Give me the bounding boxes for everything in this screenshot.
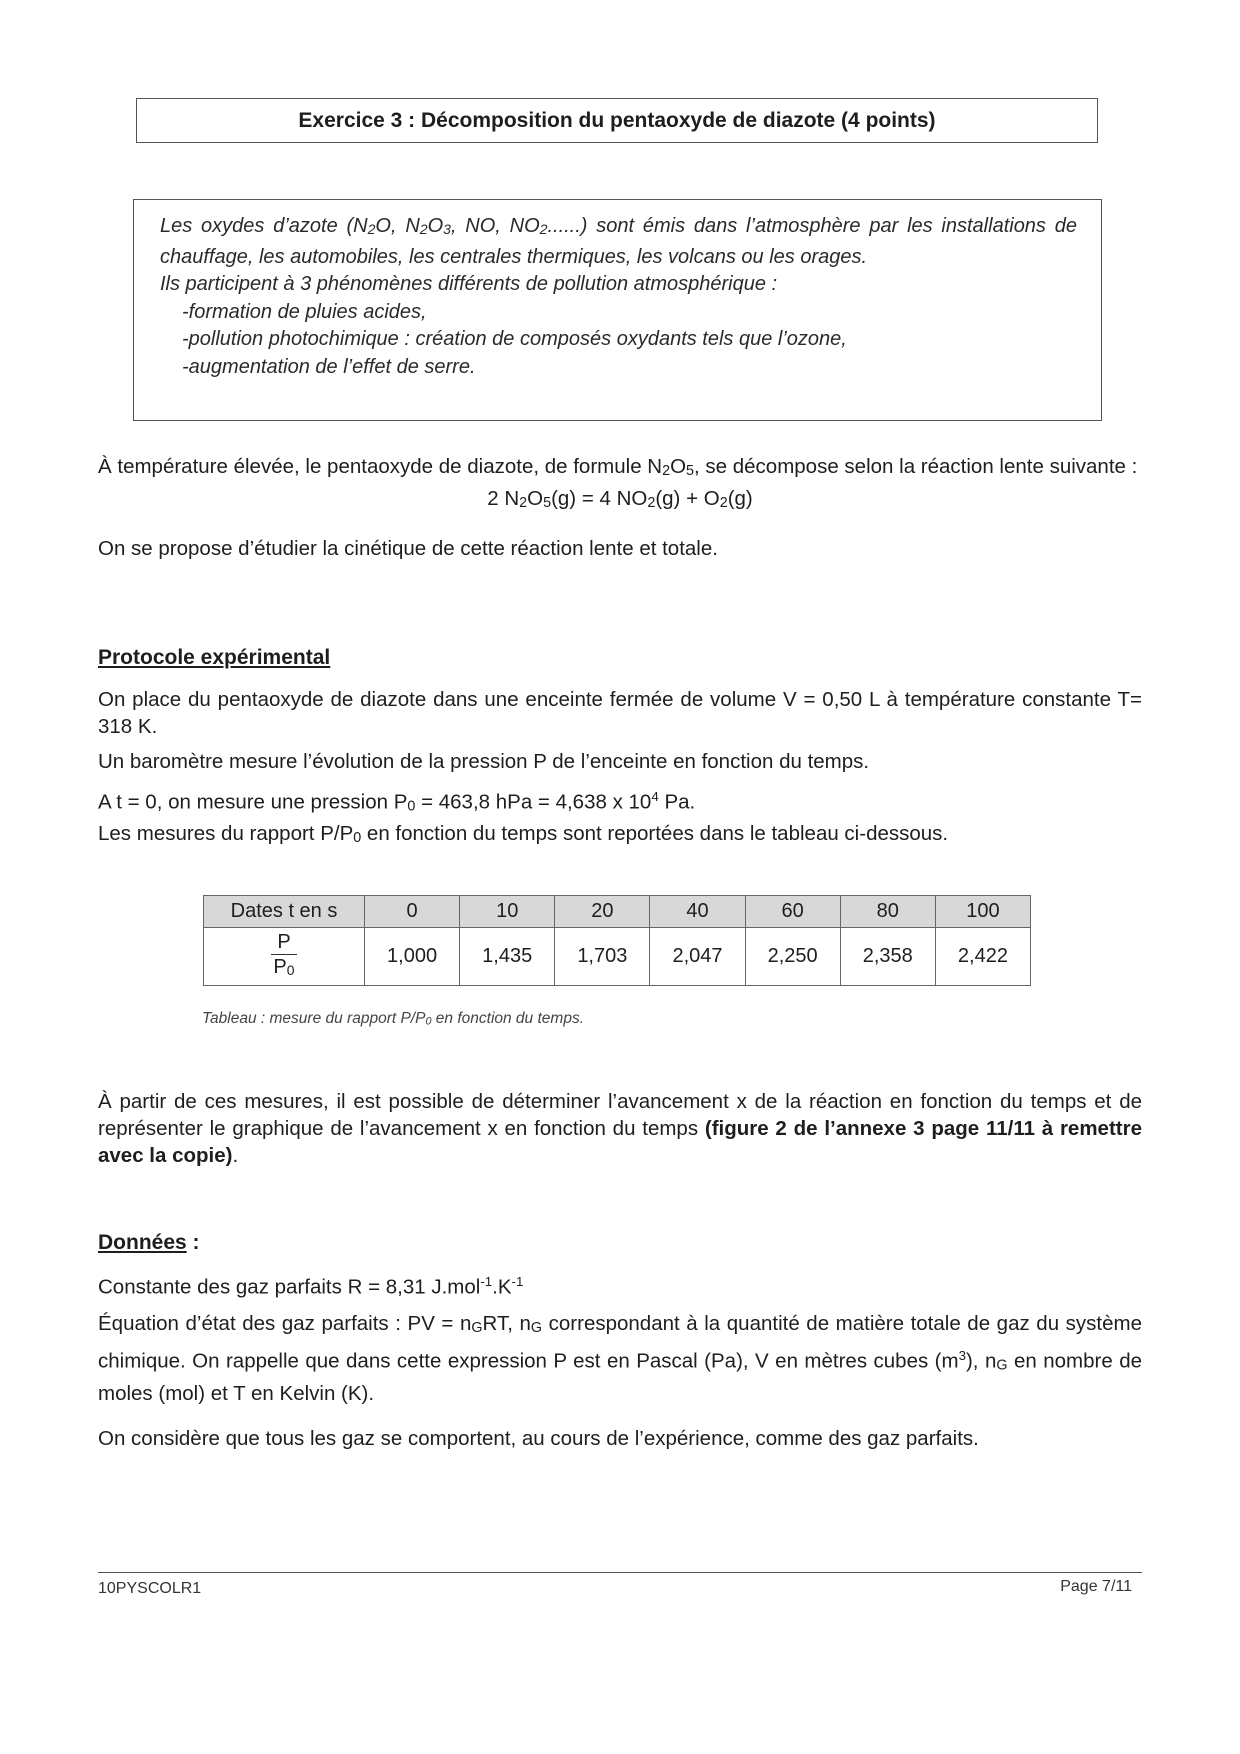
protocol-p4: Les mesures du rapport P/P0 en fonction du temps sont reportées dans le tableau ci-dessous. <box>98 822 949 847</box>
gas-constant: Constante des gaz parfaits R = 8,31 $J.mol^{-1}.K^{-1}$ <box>98 1274 524 1299</box>
donnees-heading-wrap: Données : <box>98 1231 200 1254</box>
footer-code: 10PYSCOLR1 <box>98 1580 202 1597</box>
table-time-cell: 10 <box>460 896 555 928</box>
table-time-cell: 40 <box>650 896 745 928</box>
intro-box <box>133 199 1102 421</box>
table-header-label: Dates t en s <box>204 896 365 928</box>
donnees-section <box>98 1268 1142 1452</box>
table-value-cell: 2,358 <box>840 928 935 986</box>
ideal-gas-assumption: On considère que tous les gaz se comportent, au cours de l’expérience, comme des gaz parfaits. <box>98 1426 979 1450</box>
intro-item: -augmentation de l’effet de serre. <box>182 355 476 378</box>
footer-page-number: Page 7/11 <box>1060 1578 1132 1595</box>
reaction-text: À température élevée, le pentaoxyde de diazote, de formule N2O5, se décompose selon la réaction lente suivante : <box>98 455 1138 480</box>
protocol-p1: On place du pentaoxyde de diazote dans une enceinte fermée de volume V = 0,50 L à température constante T= 318 K. <box>98 688 1142 738</box>
table-value-cell: 2,047 <box>650 928 745 986</box>
protocol-p2: Un baromètre mesure l’évolution de la pression P de l’enceinte en fonction du temps. <box>98 750 870 773</box>
table-time-cell: 60 <box>745 896 840 928</box>
reaction-section <box>98 453 1142 562</box>
table-value-cell: 1,435 <box>460 928 555 986</box>
intro-item: -formation de pluies acides, <box>182 300 427 323</box>
exercise-title: Exercice 3 : Décomposition du pentaoxyde de diazote (4 points) <box>136 98 1098 143</box>
avancement-text: À partir de ces mesures, il est possible de déterminer l’avancement x de la réaction en fonction du temps et de représenter le graphique de l’avancement x en fonction du temps (figure 2 de l’annexe 3 page 11/11 à remettre avec la copie). <box>98 1090 1142 1167</box>
protocol-p3: A t = 0, on mesure une pression P0 = 463,8 hPa = 4,638 x $10^4$ Pa. <box>98 789 696 815</box>
table-value-cell: 2,250 <box>745 928 840 986</box>
table-value-row <box>204 928 1031 986</box>
ideal-gas-equation: Équation d’état des gaz parfaits : PV = nGRT, nG correspondant à la quantité de matière totale de gaz du système chimique. On rappelle que dans cette expression P est en Pascal (Pa), V en mètres cubes $(m^3)$, nG en nombre de moles (mol) et T en Kelvin (K). <box>98 1312 1142 1405</box>
intro-phenomena: Ils participent à 3 phénomènes différents de pollution atmosphérique : <box>160 273 778 296</box>
protocol-heading: Protocole expérimental <box>98 646 331 669</box>
table-value-cell: 1,000 <box>365 928 460 986</box>
intro-item: -pollution photochimique : création de composés oxydants tels que l’ozone, <box>182 328 847 351</box>
table-time-cell: 100 <box>935 896 1030 928</box>
table-value-cell: 1,703 <box>555 928 650 986</box>
study-text: On se propose d’étudier la cinétique de cette réaction lente et totale. <box>98 537 718 561</box>
table-header-row <box>204 896 1031 928</box>
table-caption: Tableau : mesure du rapport P/P0 en fonction du temps. <box>202 1010 584 1028</box>
avancement-paragraph <box>98 1088 1142 1169</box>
table-value-cell: 2,422 <box>935 928 1030 986</box>
reaction-equation: 2 N2O5(g) = 4 NO2(g) + O2(g) <box>487 487 753 512</box>
ratio-label: $\frac{P}{P0}$ <box>204 928 365 986</box>
table-time-cell: 0 <box>365 896 460 928</box>
intro-paragraph: Les oxydes d’azote (N2O, N2O3, NO, NO2......) sont émis dans l’atmosphère par les installations de chauffage, les automobiles, les centrales thermiques, les volcans ou les orages. <box>160 215 1077 268</box>
protocol-section <box>98 686 1142 853</box>
measurement-table <box>203 895 1031 986</box>
table-time-cell: 20 <box>555 896 650 928</box>
table-time-cell: 80 <box>840 896 935 928</box>
donnees-heading: Données <box>98 1231 187 1254</box>
footer-divider <box>98 1572 1142 1573</box>
